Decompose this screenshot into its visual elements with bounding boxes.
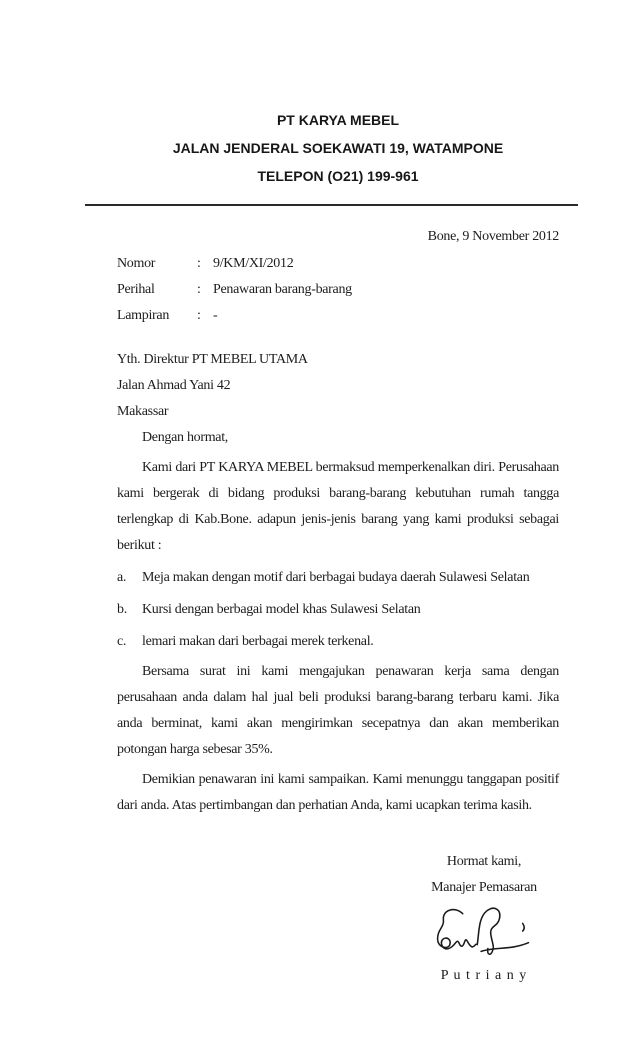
meta-row-perihal: [117, 277, 559, 303]
company-address: JALAN JENDERAL SOEKAWATI 19, WATAMPONE: [172, 140, 504, 156]
list-item-text: Kursi dengan berbagai model khas Sulawesi Selatan: [142, 602, 421, 617]
list-marker: c.: [117, 634, 127, 649]
list-item-text: Meja makan dengan motif dari berbagai budaya daerah Sulawesi Selatan: [142, 570, 530, 585]
meta-row-lampiran: [117, 303, 559, 329]
meta-value: -: [213, 308, 218, 323]
list-item: [117, 629, 559, 655]
recipient-line: Makassar: [117, 404, 169, 419]
meta-value: 9/KM/XI/2012: [213, 256, 294, 271]
company-phone: TELEPON (O21) 199-961: [257, 168, 419, 184]
product-list: [117, 565, 559, 655]
meta-separator: :: [197, 282, 201, 297]
recipient-line: Yth. Direktur PT MEBEL UTAMA: [117, 352, 308, 367]
signature-block: [389, 849, 579, 989]
salutation: Dengan hormat,: [142, 430, 228, 445]
meta-label: Perihal: [117, 282, 155, 297]
letterhead: [117, 0, 559, 190]
letter-body: [117, 224, 559, 989]
paragraph-closing: Demikian penawaran ini kami sampaikan. Kami menunggu tanggapan positif dari anda. Atas pertimbangan dan perhatian Anda, kami ucapkan terima kasih.: [117, 772, 559, 813]
letterhead-divider: [85, 204, 578, 206]
meta-separator: :: [197, 308, 201, 323]
meta-label: Nomor: [117, 256, 156, 271]
signer-name: P u t r i a n y: [440, 968, 528, 983]
signer-title: Manajer Pemasaran: [431, 880, 537, 895]
paragraph-intro: Kami dari PT KARYA MEBEL bermaksud memperkenalkan diri. Perusahaan kami bergerak di bidang produksi barang-barang kebutuhan rumah tangga terlengkap di Kab.Bone. adapun jenis-jenis barang yang kami produksi sebagai berikut :: [117, 460, 559, 553]
meta-row-nomor: [117, 251, 559, 277]
date-line: Bone, 9 November 2012: [427, 229, 559, 244]
list-item: [117, 597, 559, 623]
company-name: PT KARYA MEBEL: [276, 112, 400, 128]
list-marker: a.: [117, 570, 127, 585]
closing-salutation: Hormat kami,: [446, 854, 522, 869]
list-marker: b.: [117, 602, 127, 617]
meta-label: Lampiran: [117, 308, 170, 323]
recipient-block: [117, 347, 559, 425]
signature-scribble: [430, 905, 538, 963]
meta-value: Penawaran barang-barang: [213, 282, 352, 297]
list-item-text: lemari makan dari berbagai merek terkenal.: [142, 634, 374, 649]
paragraph-offer: Bersama surat ini kami mengajukan penawaran kerja sama dengan perusahaan anda dalam hal jual beli produksi barang-barang terbaru kami. Jika anda berminat, kami akan mengirimkan secepatnya dan akan memberikan potongan harga sebesar 35%.: [117, 664, 559, 757]
meta-separator: :: [197, 256, 201, 271]
meta-block: [117, 251, 559, 329]
recipient-line: Jalan Ahmad Yani 42: [117, 378, 231, 393]
list-item: [117, 565, 559, 591]
